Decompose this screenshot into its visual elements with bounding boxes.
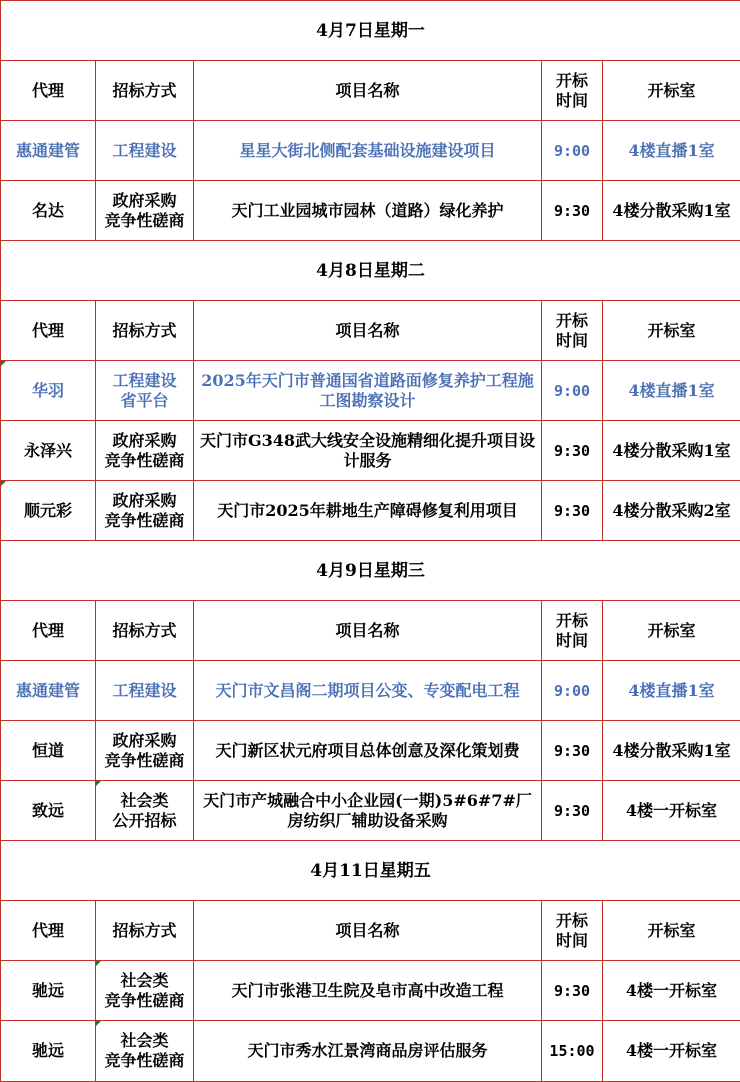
project-cell: 天门新区状元府项目总体创意及深化策划费 <box>194 721 542 781</box>
col-header-room: 开标室 <box>603 901 740 961</box>
room-cell: 4楼一开标室 <box>603 781 740 841</box>
project-cell: 天门市产城融合中小企业园(一期)5#6#7#厂房纺织厂辅助设备采购 <box>194 781 542 841</box>
project-cell: 天门市秀水江景湾商品房评估服务 <box>194 1021 542 1082</box>
method-cell: 工程建设 <box>96 661 194 721</box>
time-cell: 9:00 <box>542 661 603 721</box>
time-cell: 9:30 <box>542 181 603 241</box>
table-row <box>1 421 740 481</box>
time-cell: 9:30 <box>542 721 603 781</box>
room-cell: 4楼直播1室 <box>603 661 740 721</box>
time-cell: 15:00 <box>542 1021 603 1082</box>
table-row <box>1 721 740 781</box>
col-header-room: 开标室 <box>603 601 740 661</box>
agent-cell: 华羽 <box>1 361 96 421</box>
col-header-project: 项目名称 <box>194 301 542 361</box>
agent-cell: 永泽兴 <box>1 421 96 481</box>
room-cell: 4楼分散采购1室 <box>603 421 740 481</box>
project-cell: 天门市2025年耕地生产障碍修复利用项目 <box>194 481 542 541</box>
col-header-agent: 代理 <box>1 61 96 121</box>
room-cell: 4楼直播1室 <box>603 121 740 181</box>
table-row <box>1 661 740 721</box>
project-cell: 天门工业园城市园林（道路）绿化养护 <box>194 181 542 241</box>
agent-cell: 顺元彩 <box>1 481 96 541</box>
table-row <box>1 181 740 241</box>
room-cell: 4楼分散采购1室 <box>603 721 740 781</box>
method-cell: 社会类 竞争性磋商 <box>96 1021 194 1082</box>
project-cell: 天门市G348武大线安全设施精细化提升项目设计服务 <box>194 421 542 481</box>
col-header-agent: 代理 <box>1 901 96 961</box>
room-cell: 4楼一开标室 <box>603 1021 740 1082</box>
project-cell: 天门市张港卫生院及皂市高中改造工程 <box>194 961 542 1021</box>
col-header-project: 项目名称 <box>194 601 542 661</box>
method-cell: 工程建设 <box>96 121 194 181</box>
agent-cell: 驰远 <box>1 961 96 1021</box>
col-header-time: 开标 时间 <box>542 61 603 121</box>
method-cell: 政府采购 竞争性磋商 <box>96 721 194 781</box>
agent-cell: 驰远 <box>1 1021 96 1082</box>
agent-cell: 惠通建管 <box>1 661 96 721</box>
table-row <box>1 121 740 181</box>
room-cell: 4楼分散采购2室 <box>603 481 740 541</box>
col-header-project: 项目名称 <box>194 901 542 961</box>
table-row <box>1 361 740 421</box>
method-cell: 政府采购 竞争性磋商 <box>96 181 194 241</box>
method-cell: 工程建设 省平台 <box>96 361 194 421</box>
col-header-project: 项目名称 <box>194 61 542 121</box>
date-header: 4月9日星期三 <box>1 541 740 601</box>
table-row <box>1 961 740 1021</box>
col-header-time: 开标 时间 <box>542 601 603 661</box>
col-header-time: 开标 时间 <box>542 901 603 961</box>
project-cell: 星星大街北侧配套基础设施建设项目 <box>194 121 542 181</box>
col-header-room: 开标室 <box>603 301 740 361</box>
time-cell: 9:30 <box>542 961 603 1021</box>
table-row <box>1 481 740 541</box>
date-header: 4月8日星期二 <box>1 241 740 301</box>
col-header-room: 开标室 <box>603 61 740 121</box>
agent-cell: 致远 <box>1 781 96 841</box>
room-cell: 4楼分散采购1室 <box>603 181 740 241</box>
room-cell: 4楼一开标室 <box>603 961 740 1021</box>
time-cell: 9:00 <box>542 121 603 181</box>
time-cell: 9:00 <box>542 361 603 421</box>
date-header: 4月11日星期五 <box>1 841 740 901</box>
col-header-method: 招标方式 <box>96 301 194 361</box>
col-header-agent: 代理 <box>1 301 96 361</box>
time-cell: 9:30 <box>542 481 603 541</box>
table-row <box>1 1021 740 1082</box>
date-header: 4月7日星期一 <box>1 1 740 61</box>
col-header-time: 开标 时间 <box>542 301 603 361</box>
method-cell: 政府采购 竞争性磋商 <box>96 421 194 481</box>
agent-cell: 名达 <box>1 181 96 241</box>
method-cell: 社会类 公开招标 <box>96 781 194 841</box>
project-cell: 2025年天门市普通国省道路面修复养护工程施工图勘察设计 <box>194 361 542 421</box>
room-cell: 4楼直播1室 <box>603 361 740 421</box>
agent-cell: 恒道 <box>1 721 96 781</box>
col-header-method: 招标方式 <box>96 601 194 661</box>
time-cell: 9:30 <box>542 421 603 481</box>
agent-cell: 惠通建管 <box>1 121 96 181</box>
method-cell: 政府采购 竞争性磋商 <box>96 481 194 541</box>
col-header-agent: 代理 <box>1 601 96 661</box>
col-header-method: 招标方式 <box>96 901 194 961</box>
time-cell: 9:30 <box>542 781 603 841</box>
col-header-method: 招标方式 <box>96 61 194 121</box>
table-row <box>1 781 740 841</box>
project-cell: 天门市文昌阁二期项目公变、专变配电工程 <box>194 661 542 721</box>
method-cell: 社会类 竞争性磋商 <box>96 961 194 1021</box>
